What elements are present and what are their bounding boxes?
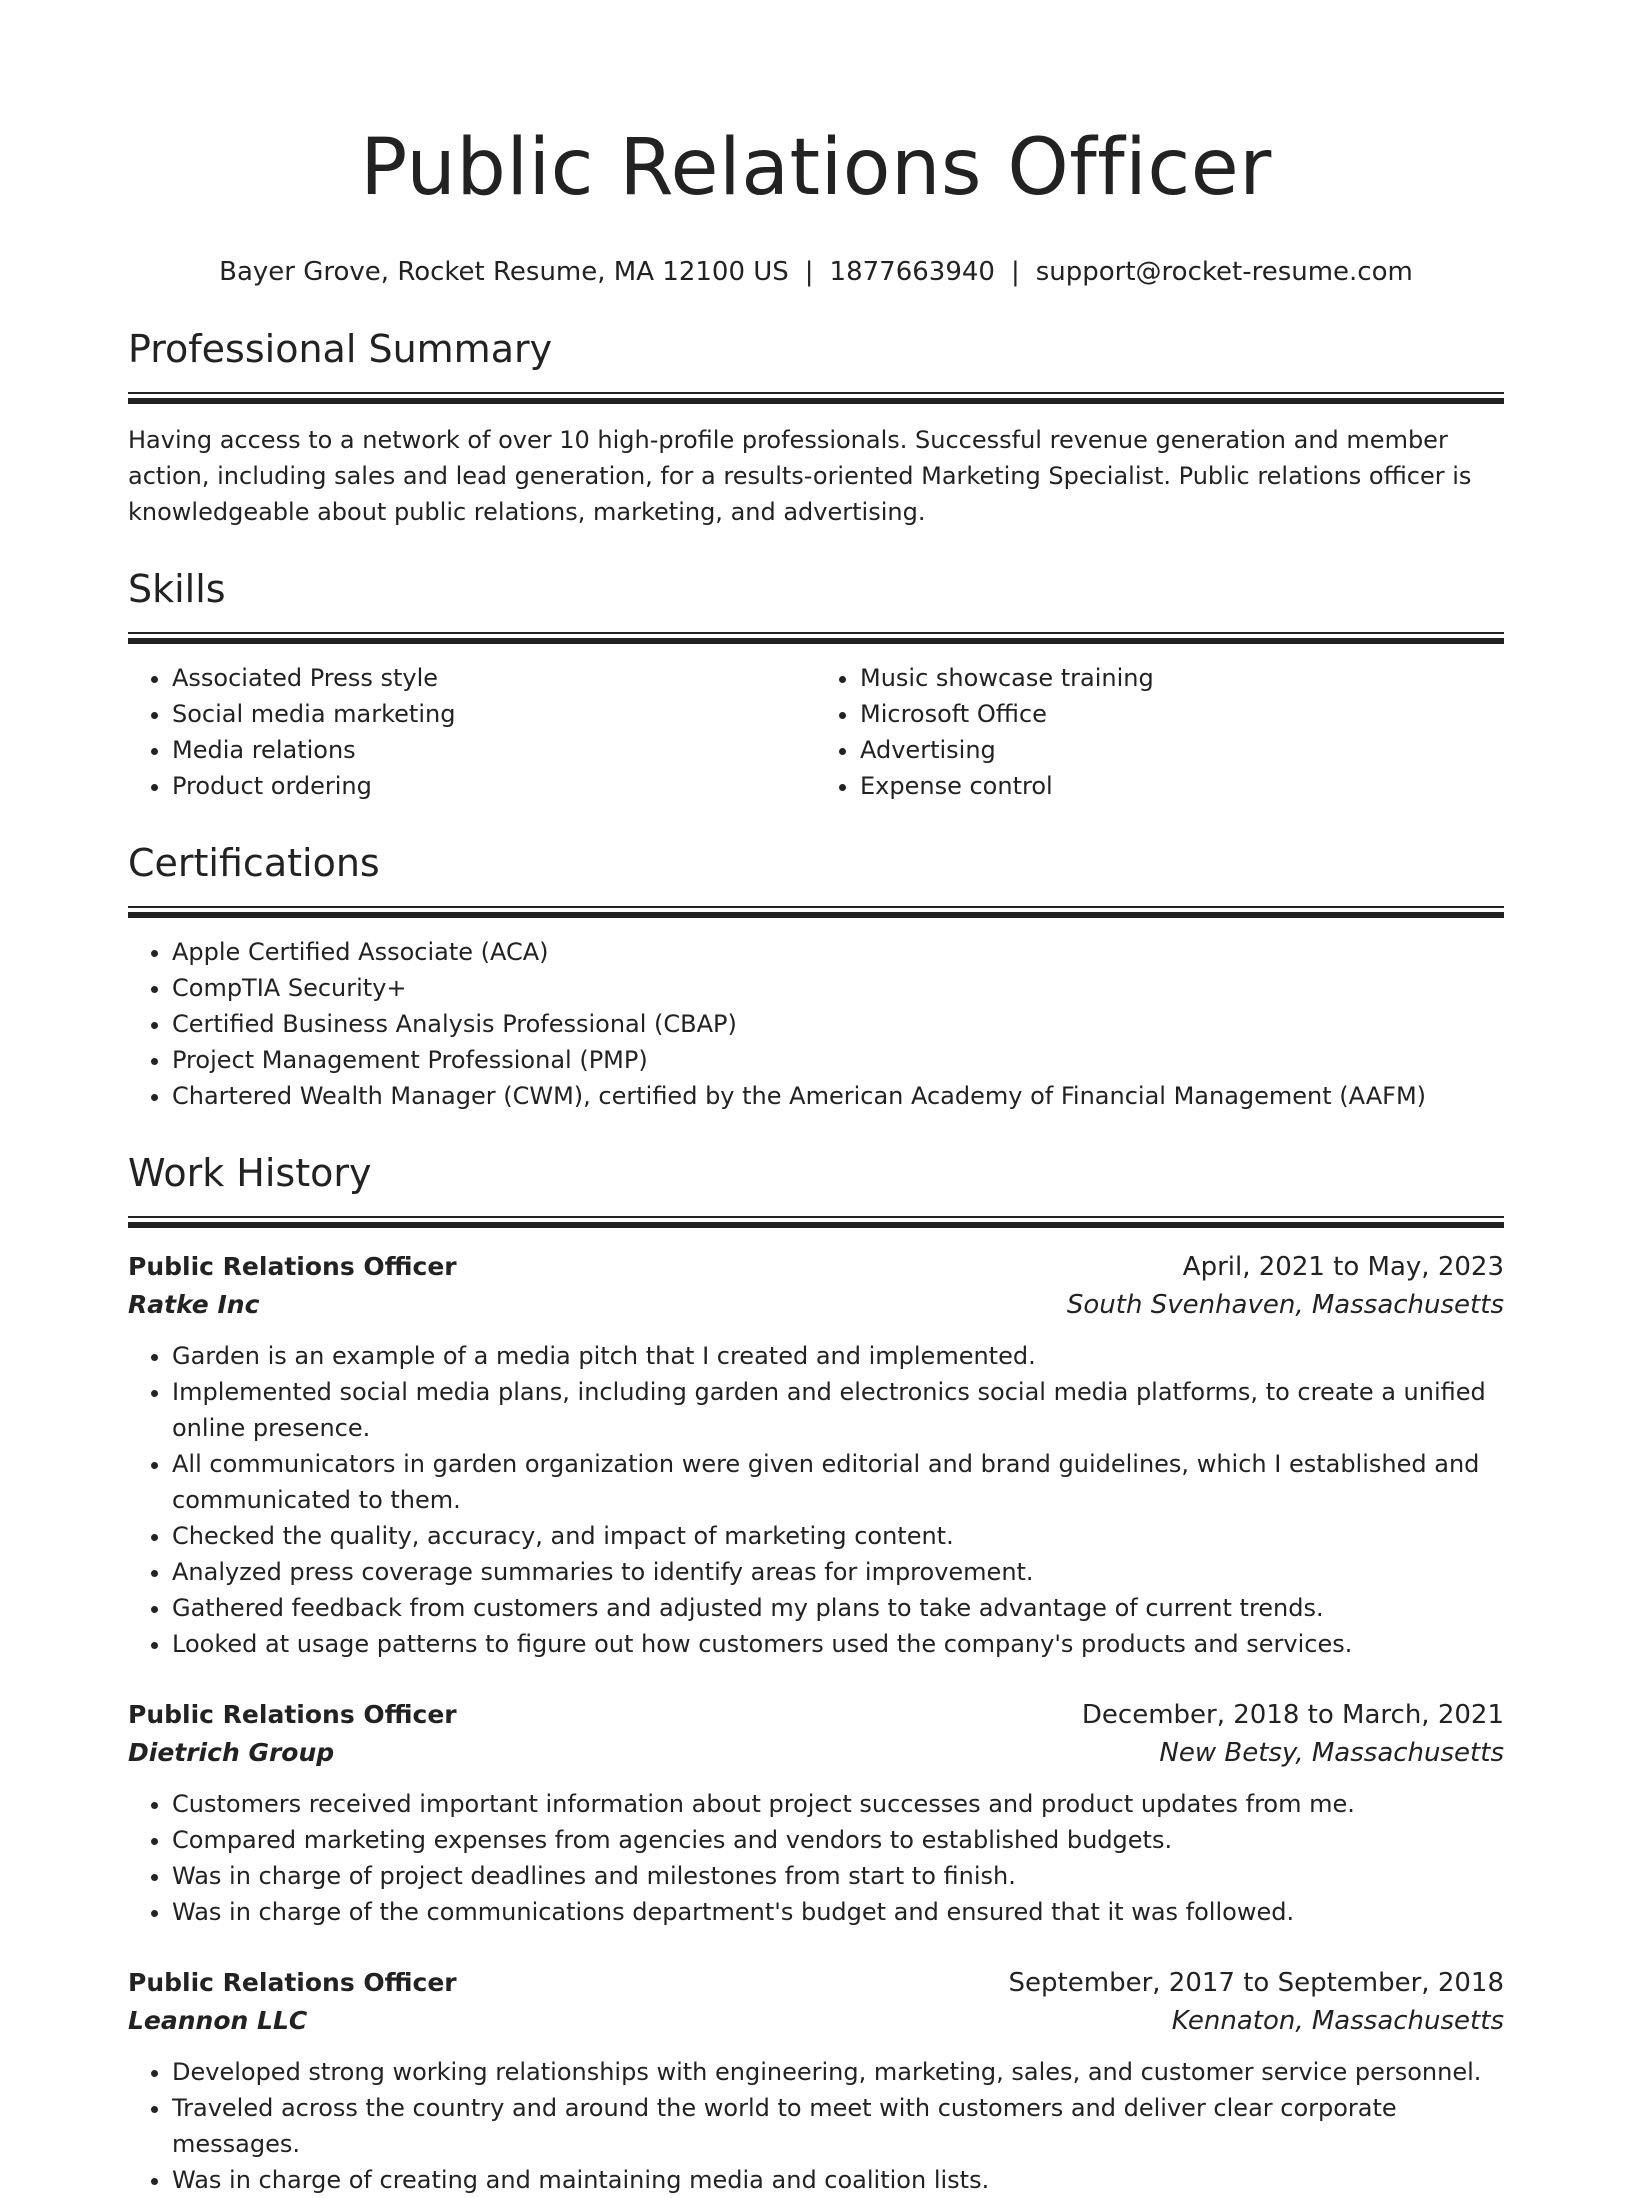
job-title: Public Relations Officer (128, 1700, 457, 1729)
job-company: Leannon LLC (128, 2006, 308, 2035)
job-header-row (128, 1248, 1504, 1286)
job-dates: September, 2017 to September, 2018 (1008, 1968, 1504, 1998)
job-title: Public Relations Officer (128, 1968, 457, 1997)
certification-item: • Project Management Professional (PMP) (172, 1042, 1504, 1078)
certification-item: • Apple Certified Associate (ACA) (172, 934, 1504, 970)
contact-separator: | (804, 257, 814, 287)
job-entry (128, 1248, 1504, 1662)
contact-separator: | (1010, 257, 1020, 287)
summary-section-header (128, 324, 1504, 404)
contact-line (128, 254, 1504, 290)
section-divider (128, 392, 1504, 404)
skill-item: • Media relations (172, 732, 816, 768)
job-bullet: • Gathered feedback from customers and adjusted my plans to take advantage of current trends. (172, 1590, 1504, 1626)
job-bullet: • Was in charge of project deadlines and milestones from start to finish. (172, 1858, 1504, 1894)
work-section-title: Work History (128, 1151, 372, 1195)
skill-item: • Advertising (860, 732, 1504, 768)
job-dates: December, 2018 to March, 2021 (1081, 1700, 1504, 1730)
skill-item: • Social media marketing (172, 696, 816, 732)
job-dates: April, 2021 to May, 2023 (1182, 1252, 1504, 1282)
resume-name: Public Relations Officer (360, 123, 1272, 213)
job-title: Public Relations Officer (128, 1252, 457, 1281)
job-company: Ratke Inc (128, 1290, 260, 1319)
section-divider (128, 906, 1504, 918)
job-bullet: • Implemented social media plans, including garden and electronics social media platforms, to create a unified online presence. (172, 1374, 1504, 1446)
section-divider (128, 1216, 1504, 1228)
job-header-row (128, 1696, 1504, 1734)
certification-item: • CompTIA Security+ (172, 970, 1504, 1006)
job-bullet: • Developed strong working relationships with engineering, marketing, sales, and customer service personnel. (172, 2054, 1504, 2090)
job-bullet: • Customers received important information about project successes and product updates from me. (172, 1786, 1504, 1822)
contact-email: support@rocket-resume.com (1035, 257, 1413, 287)
job-company-row (128, 1734, 1504, 1772)
job-location: South Svenhaven, Massachusetts (1066, 1290, 1504, 1320)
job-bullet: • Was in charge of creating and maintaining media and coalition lists. (172, 2162, 1504, 2198)
skill-item: • Microsoft Office (860, 696, 1504, 732)
job-company-row (128, 1286, 1504, 1324)
skills-section-header (128, 564, 1504, 644)
skill-item: • Music showcase training (860, 660, 1504, 696)
job-entry (128, 1696, 1504, 1930)
summary-section-title: Professional Summary (128, 327, 553, 371)
job-bullet: • Looked at usage patterns to figure out how customers used the company's products and services. (172, 1626, 1504, 1662)
job-bullet: • Compared marketing expenses from agencies and vendors to established budgets. (172, 1822, 1504, 1858)
skills-list-left (128, 660, 816, 804)
certifications-section-header (128, 838, 1504, 918)
certification-item: • Certified Business Analysis Professional (CBAP) (172, 1006, 1504, 1042)
skills-grid (128, 644, 1504, 804)
job-bullets (128, 1786, 1504, 1930)
summary-text: Having access to a network of over 10 high-profile professionals. Successful revenue generation and member action, including sales and lead generation, for a results-oriented Marketing Specialist. Public relations officer is knowledgeable about public relations, marketing, and advertising. (128, 426, 1472, 526)
skill-item: • Associated Press style (172, 660, 816, 696)
contact-address: Bayer Grove, Rocket Resume, MA 12100 US (219, 257, 789, 287)
job-header-row (128, 1964, 1504, 2002)
job-bullet: • All communicators in garden organization were given editorial and brand guidelines, which I established and communicated to them. (172, 1446, 1504, 1518)
certifications-section-title: Certifications (128, 841, 380, 885)
job-location: New Betsy, Massachusetts (1159, 1738, 1504, 1768)
job-bullets (128, 1338, 1504, 1662)
certification-item: • Chartered Wealth Manager (CWM), certified by the American Academy of Financial Management (AAFM) (172, 1078, 1504, 1114)
job-bullet: • Traveled across the country and around the world to meet with customers and deliver clear corporate messages. (172, 2090, 1504, 2162)
section-divider (128, 632, 1504, 644)
job-bullet: • Checked the quality, accuracy, and impact of marketing content. (172, 1518, 1504, 1554)
job-company-row (128, 2002, 1504, 2040)
skill-item: • Product ordering (172, 768, 816, 804)
skills-list-right (816, 660, 1504, 804)
contact-phone: 1877663940 (829, 257, 995, 287)
skill-item: • Expense control (860, 768, 1504, 804)
certifications-list (128, 934, 1504, 1114)
work-section-header (128, 1148, 1504, 1228)
job-company: Dietrich Group (128, 1738, 335, 1767)
job-bullet: • Analyzed press coverage summaries to identify areas for improvement. (172, 1554, 1504, 1590)
job-bullets (128, 2054, 1504, 2198)
job-bullet: • Was in charge of the communications department's budget and ensured that it was followed. (172, 1894, 1504, 1930)
job-bullet: • Garden is an example of a media pitch that I created and implemented. (172, 1338, 1504, 1374)
job-location: Kennaton, Massachusetts (1171, 2006, 1504, 2036)
skills-section-title: Skills (128, 567, 226, 611)
job-entry (128, 1964, 1504, 2198)
